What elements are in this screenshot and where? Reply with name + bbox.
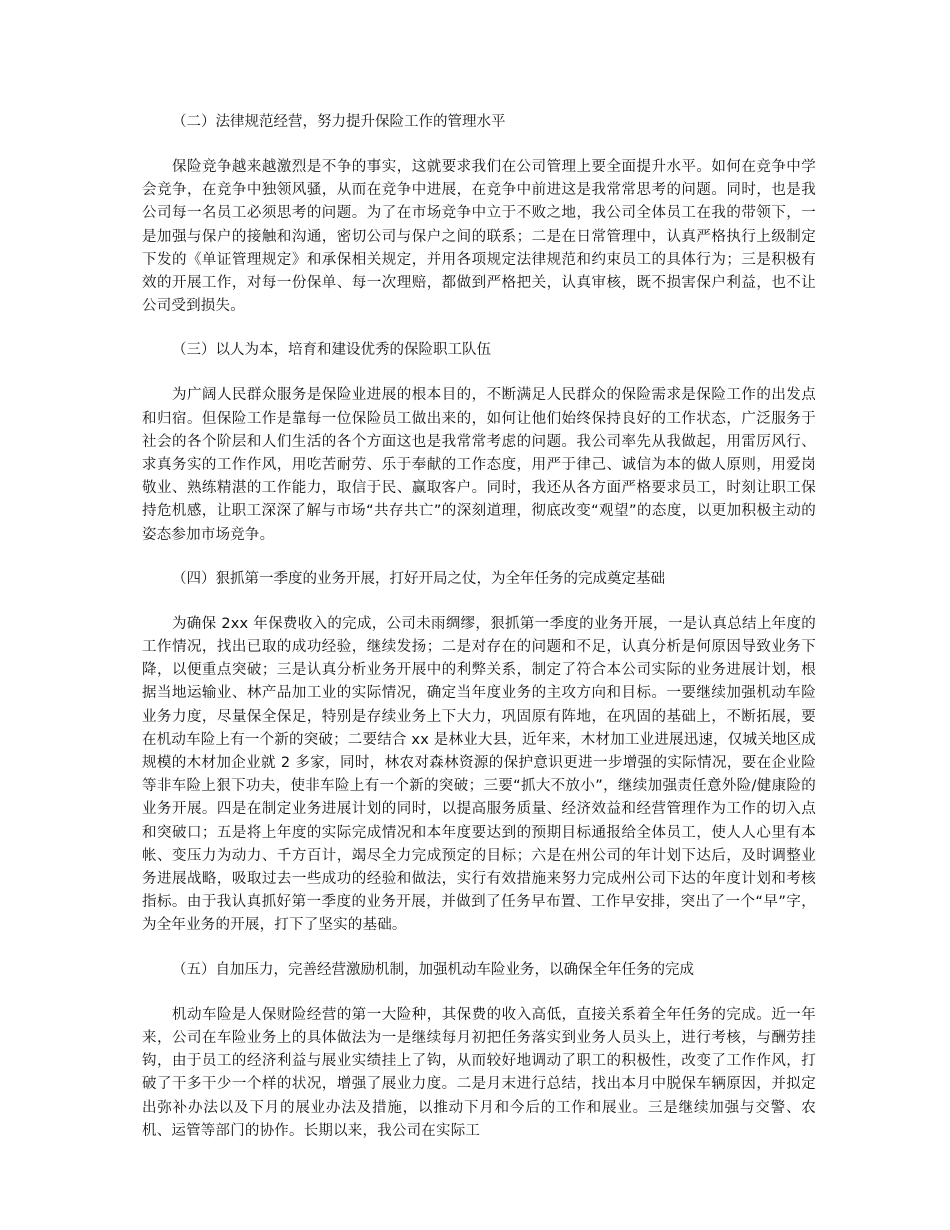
section-body-3: 为广阔人民群众服务是保险业进展的根本目的，不断满足人民群众的保险需求是保险工作的出发点和归宿。但保险工作是靠每一位保险员工做出来的，如何让他们始终保持良好的工作状态，广泛服务于社会的各个阶层和人们生活的各个方面这也是我常常考虑的问题。我公司率先从我做起，用雷厉风行、求真务实的工作作风，用吃苦耐劳、乐于奉献的工作态度，用严于律己、诚信为本的做人原则，用爱岗敬业、熟练精湛的工作能力，取信于民、赢取客户。同时，我还从各方面严格要求员工，时刻让职工保持危机感，让职工深深了解与市场“共存共亡”的深刻道理，彻底改变“观望”的态度，以更加积极主动的姿态参加市场竞争。 [142,387,816,543]
section-body-2: 保险竞争越来越激烈是不争的事实，这就要求我们在公司管理上要全面提升水平。如何在竞争中学会竞争，在竞争中独领风骚，从而在竞争中进展，在竞争中前进这是我常常思考的问题。同时，也是我公司每一名员工必须思考的问题。为了在市场竞争中立于不败之地，我公司全体员工在我的带领下，一是加强与保户的接触和沟通，密切公司与保户之间的联系；二是在日常管理中，认真严格执行上级制定下发的《单证管理规定》和承保相关规定，并用各项规定法律规范和约束员工的具体行为；三是积极有效的开展工作，对每一份保单、每一次理赔，都做到严格把关，认真审核，既不损害保户利益，也不让公司受到损失。 [142,159,816,315]
section-heading-5: （五）自加压力，完善经营激励机制，加强机动车险业务，以确保全年任务的完成 [172,961,694,978]
section-heading-3: （三）以人为本，培育和建设优秀的保险职工队伍 [172,342,491,359]
section-body-4: 为确保 2xx 年保费收入的完成，公司未雨绸缪，狠抓第一季度的业务开展，一是认真总结上年度的工作情况，找出已取的成功经验，继续发扬；二是对存在的问题和不足，认真分析是何原因导致业务下降，以便重点突破；三是认真分析业务开展中的利弊关系，制定了符合本公司实际的业务进展计划，根据当地运输业、林产品加工业的实际情况，确定当年度业务的主攻方向和目标。一要继续加强机动车险业务力度，尽量保全保足，特别是存续业务上下大力，巩固原有阵地，在巩固的基础上，不断拓展，要在机动车险上有一个新的突破；二要结合 xx 是林业大县，近年来，木材加工业进展迅速，仅城关地区成规模的木材加企业就 2 多家，同时，林农对森林资源的保护意识更进一步增强的实际情况，要在企业险等非车险上狠下功夫，使非车险上有一个新的突破；三要“抓大不放小”，继续加强责任意外险/健康险的业务开展。四是在制定业务进展计划的同时，以提高服务质量、经济效益和经营管理作为工作的切入点和突破口；五是将上年度的实际完成情况和本年度要达到的预期目标通报给全体员工，使人人心里有本帐、变压力为动力、千方百计，竭尽全力完成预定的目标；六是在州公司的年计划下达后，及时调整业务进展战略，吸取过去一些成功的经验和做法，实行有效措施来努力完成州公司下达的年度计划和考核指标。由于我认真抓好第一季度的业务开展，并做到了任务早布置、工作早安排，突出了一个“早”字，为全年业务的开展，打下了坚实的基础。 [142,615,816,934]
section-heading-2: （二）法律规范经营，努力提升保险工作的管理水平 [172,114,506,130]
document-page [142,110,816,1163]
section-heading-4: （四）狠抓第一季度的业务开展，打好开局之仗，为全年任务的完成奠定基础 [172,570,665,587]
section-body-5: 机动车险是人保财险经营的第一大险种，其保费的收入高低，直接关系着全年任务的完成。近一年来，公司在车险业务上的具体做法为一是继续每月初把任务落实到业务人员头上，进行考核，与酬劳挂钩，由于员工的经济利益与展业实绩挂上了钩，从而较好地调动了职工的积极性，改变了工作作风，打破了干多干少一个样的状况，增强了展业力度。二是月末进行总结，找出本月中脱保车辆原因，并拟定出弥补办法以及下月的展业办法及措施，以推动下月和今后的工作和展业。三是继续加强与交警、农机、运管等部门的协作。长期以来，我公司在实际工 [142,1006,816,1139]
